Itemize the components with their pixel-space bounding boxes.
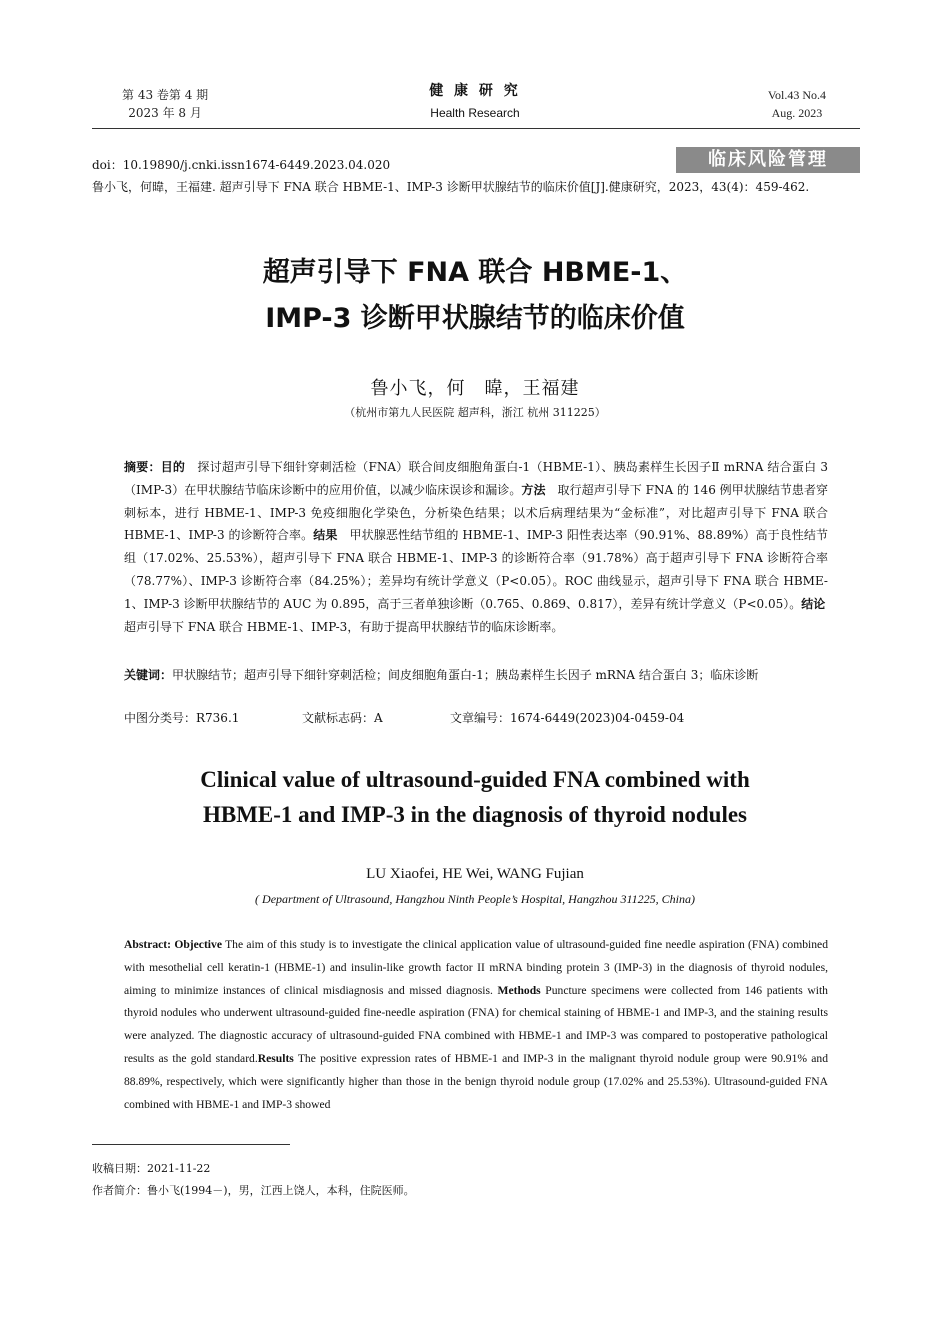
title-cn-line-2: IMP-3 诊断甲状腺结节的临床价值 — [265, 303, 685, 334]
abstract-cn-methods: 取行超声引导下 FNA 的 146 例甲状腺结节患者穿刺标本，进行 HBME-1、IMP-3 免疫细胞化学染色，分析染色结果；以术后病理结果为“金标准”，对比超声引导下 FNA 联合 HBME-1、IMP-3 的诊断符合率。 — [124, 482, 829, 543]
abstract-en-objective-label: Objective — [174, 938, 222, 951]
header-journal — [380, 80, 570, 120]
affiliation-en: ( Department of Ultrasound, Hangzhou Ninth People’s Hospital, Hangzhou 311225, China) — [255, 892, 695, 906]
title-en — [60, 762, 890, 832]
abstract-cn-conclusion: 超声引导下 FNA 联合 HBME-1、IMP-3，有助于提高甲状腺结节的临床诊断率。 — [124, 596, 838, 634]
keywords-cn-label: 关键词： — [124, 668, 173, 682]
keywords-cn — [124, 664, 828, 687]
header-volume-en: Vol.43 No.4 — [767, 88, 826, 102]
abstract-cn-results: 甲状腺恶性结节组的 HBME-1、IMP-3 阳性表达率（90.91%、88.89%）高于良性结节组（17.02%、25.53%），超声引导下 FNA 联合 HBME-1、IMP-3 的诊断符合率（91.78%）高于超声引导下 FNA 诊断符合率（78.77%）、IMP-3 诊断符合率（84.25%）；差异均有统计学意义（P<0.05）。ROC 曲线显示，超声引导下 FNA 联合 HBME-1、IMP-3 诊断甲状腺结节的 AUC 为 0.895，高于三者单独诊断（0.765、0.869、0.817），差异有统计学意义（P<0.05）。 — [124, 528, 828, 611]
abstract-cn-methods-label: 方法 — [521, 482, 546, 497]
clc-number: 中图分类号：R736.1 — [124, 711, 240, 725]
received-date: 收稿日期：2021-11-22 — [92, 1162, 211, 1175]
affiliation-cn: （杭州市第九人民医院 超声科，浙江 杭州 311225） — [344, 406, 606, 419]
abstract-cn-aim-label: 目的 — [160, 460, 186, 474]
keywords-cn-text: 甲状腺结节；超声引导下细针穿刺活检；间皮细胞角蛋白-1；胰岛素样生长因子 mRNA 结合蛋白 3；临床诊断 — [172, 668, 759, 682]
abstract-en-label: Abstract: — [124, 938, 172, 951]
header-date: 2023 年 8 月 — [128, 106, 202, 120]
abstract-cn — [124, 456, 838, 638]
footnote-divider — [92, 1144, 290, 1145]
journal-name-cn: 健 康 研 究 — [429, 83, 521, 99]
title-cn — [60, 250, 890, 342]
header-date-en: Aug. 2023 — [771, 106, 823, 120]
title-en-line-2: HBME-1 and IMP-3 in the diagnosis of thyroid nodules — [202, 802, 747, 827]
header-volume-issue-en — [768, 86, 826, 122]
abstract-en-objective: The aim of this study is to investigate the clinical application value of ultrasound-guided fine needle aspiration (FNA) combined with mesothelial cell keratin-1 (HBME-1) and insulin-like growth factor II mRNA binding protein 3 (IMP-3) in the diagnosis of thyroid nodules, aiming to minimize instances of clinical misdiagnosis and missed diagnosis. — [124, 938, 828, 997]
header-divider — [92, 128, 860, 129]
author-bio: 作者简介：鲁小飞(1994－)，男，江西上饶人，本科，住院医师。 — [92, 1184, 415, 1197]
citation: 鲁小飞，何暐，王福建. 超声引导下 FNA 联合 HBME-1、IMP-3 诊断甲状腺结节的临床价值[J].健康研究，2023，43(4)：459-462. — [92, 180, 810, 194]
doi[interactable]: doi：10.19890/j.cnki.issn1674-6449.2023.04.020 — [92, 158, 391, 172]
header-volume: 第 43 卷第 4 期 — [122, 88, 209, 102]
document-code: 文献标志码：A — [302, 711, 383, 725]
abstract-cn-label: 摘要： — [124, 460, 161, 474]
header-volume-issue — [122, 86, 208, 122]
abstract-en-results-label: Results — [257, 1051, 294, 1065]
abstract-en-methods: Puncture specimens were collected from 146 patients with thyroid nodules who underwent ultrasound-guided fine-needle aspiration (FNA) for chemical staining of HBME-1 and IMP-3, and the staining results were analyzed. The diagnostic accuracy of ultrasound-guided FNA combined with HBME-1 and IMP-3 was compared to postoperative pathological results as the gold standard. — [124, 983, 828, 1065]
abstract-cn-aim: 探讨超声引导下细针穿刺活检（FNA）联合间皮细胞角蛋白-1（HBME-1）、胰岛素样生长因子Ⅱ mRNA 结合蛋白 3（IMP-3）在甲状腺结节临床诊断中的应用价值，以减少临床误诊和漏诊。 — [124, 460, 828, 497]
abstract-cn-results-label: 结果 — [313, 528, 338, 543]
section-tag: 临床风险管理 — [676, 147, 860, 173]
abstract-en-methods-label: Methods — [497, 983, 541, 997]
title-en-line-1: Clinical value of ultrasound-guided FNA combined with — [200, 767, 750, 792]
abstract-en — [124, 934, 828, 1116]
abstract-cn-conclusion-label: 结论 — [801, 596, 826, 611]
authors-cn: 鲁小飞，何 暐，王福建 — [370, 378, 580, 399]
journal-name-en: Health Research — [430, 106, 520, 120]
article-number: 文章编号：1674-6449(2023)04-0459-04 — [450, 711, 685, 725]
classification-line — [124, 709, 828, 726]
abstract-en-results: The positive expression rates of HBME-1 and IMP-3 in the malignant thyroid nodule group were 90.91% and 88.89%, respectively, which were significantly higher than those in the benign thyroid nodule group (17.02% and 25.53%). Ultrasound-guided FNA combined with HBME-1 and IMP-3 showed — [124, 1051, 828, 1111]
authors-en: LU Xiaofei, HE Wei, WANG Fujian — [366, 866, 584, 882]
footnote — [92, 1158, 415, 1202]
title-cn-line-1: 超声引导下 FNA 联合 HBME-1、 — [262, 257, 688, 288]
